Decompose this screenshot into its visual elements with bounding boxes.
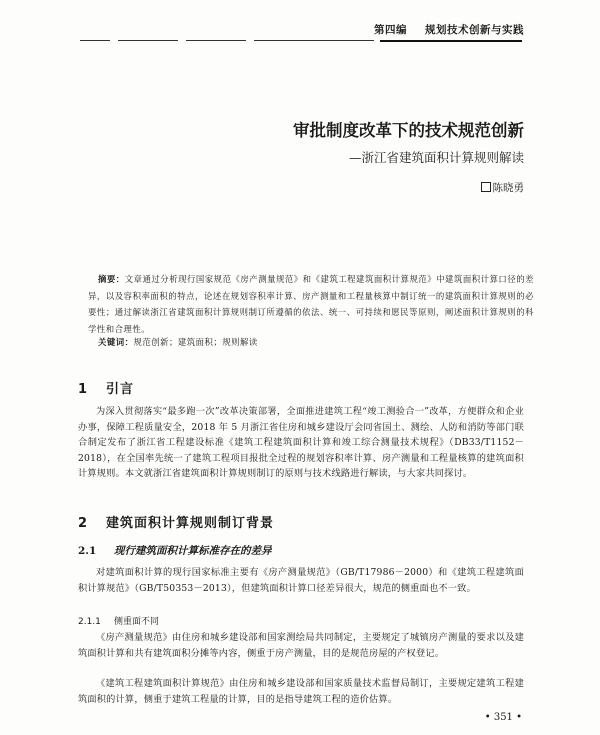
header-section: 规划技术创新与实践	[425, 24, 524, 36]
author-name: 陈晓勇	[492, 182, 524, 194]
paragraph: 《房产测量规范》由住房和城乡建设部和国家测绘局共同制定，主要规定了城镇房产测量的要求以及建筑面积计算和共有建筑面积分摊等内容，侧重于房产测量，目的是规范房屋的产权登记。	[78, 632, 524, 659]
abstract-text: 文章通过分析现行国家规范《房产测量规范》和《建筑工程建筑面积计算规范》中建筑面积计算口径的差异，以及容积率面积的特点，论述在规划容积率计算、房产测量和工程量核算中制订统一的建筑面积计算规则的必要性；通过解读浙江省建筑面积计算规则制订所遵循的依法、统一、可持续和愿民等原则，阐述面积计算规则的科学性和合理性。	[88, 274, 535, 334]
header-chapter: 第四编	[374, 24, 407, 36]
paragraph: 《建筑工程建筑面积计算规范》由住房和城乡建设部和国家质量技术监督局制订，主要规定建筑工程建筑面积的计算，侧重于建筑工程量的计算，目的是指导建筑工程的造价估算。	[78, 678, 524, 705]
header-rule	[80, 40, 110, 41]
paragraph: 为深入贯彻落实“最多跑一次”改革决策部署，全面推进建筑工程“竣工测验合一”改革，方便群众和企业办事，保障工程质量安全，2018 年 5 月浙江省住房和城乡建设厅会同省国土、测绘、人防和消防等部门联合制定发布了浙江省工程建设标准《建筑工程建筑面积计算和竣工综合测量技术规程》（DB33/T1152－2018），在全国率先统一了建筑工程项目报批全过程的规划容积率计算、房产测量和工程量核算的建筑面积计算规则。本文就浙江省建筑面积计算规则制订的原则与技术线路进行解读，与大家共同探讨。	[78, 406, 524, 479]
section-title: 引言	[106, 382, 135, 397]
section-title: 建筑面积计算规则制订背景	[106, 516, 275, 531]
section-heading	[78, 378, 134, 397]
subsection-title: 现行建筑面积计算标准存在的差异	[114, 545, 272, 557]
abstract-label: 摘要：	[98, 274, 125, 284]
keywords-text: 规范创新；建筑面积；规则解读	[133, 337, 258, 347]
subsubsection-title: 侧重面不同	[114, 617, 160, 627]
author-line	[481, 180, 525, 195]
keywords	[98, 336, 258, 348]
subsubsection-number: 2.1.1	[78, 617, 101, 627]
header-rule	[118, 40, 178, 41]
author-box-icon	[481, 182, 491, 192]
keywords-label: 关键词：	[98, 337, 134, 347]
header-rule	[380, 40, 522, 42]
subsubsection-heading	[78, 614, 159, 627]
section-heading	[78, 512, 274, 531]
page-number: • 351 •	[484, 712, 522, 723]
section-number: 2	[78, 516, 89, 531]
running-header	[374, 22, 524, 37]
section-number: 1	[78, 382, 89, 397]
paragraph: 对建筑面积计算的现行国家标准主要有《房产测量规范》（GB/T17986－2000）和《建筑工程建筑面积计算规范》（GB/T50353－2013），但建筑面积计算口径差异很大，规范的侧重面也不一致。	[78, 567, 524, 594]
header-rule	[254, 40, 374, 41]
article-title: 审批制度改革下的技术规范创新	[293, 121, 524, 140]
subsection-number: 2.1	[78, 545, 97, 557]
header-rule	[186, 40, 246, 41]
abstract	[88, 271, 534, 337]
article-subtitle: —浙江省建筑面积计算规则解读	[348, 150, 524, 165]
subsection-heading	[78, 543, 272, 558]
